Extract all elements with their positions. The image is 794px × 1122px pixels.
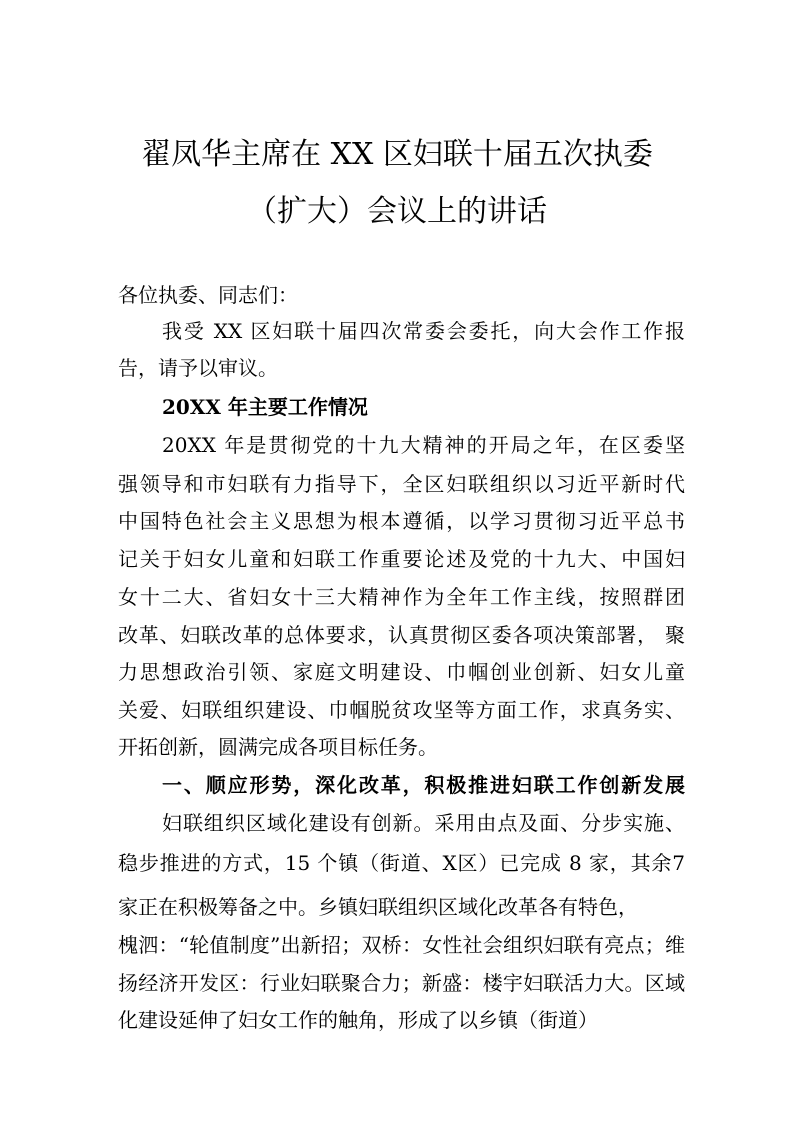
intro-line: 我受 XX 区妇联十届四次常委会委托，向大会作工作报 [162, 319, 685, 343]
paragraph-line: 强领导和市妇联有力指导下，全区妇联组织以习近平新时代 [118, 472, 685, 496]
paragraph-line: 开拓创新，圆满完成各项目标任务。 [118, 735, 438, 759]
paragraph-line: 中国特色社会主义思想为根本遵循，以学习贯彻习近平总书 [118, 509, 685, 533]
paragraph-line: 稳步推进的方式，15 个镇（街道、X区）已完成 8 家，其余7 [118, 851, 685, 875]
paragraph-line: 力思想政治引领、家庭文明建设、巾帼创业创新、妇女儿童 [118, 660, 685, 684]
paragraph-line: 记关于妇女儿童和妇联工作重要论述及党的十九大、中国妇 [118, 547, 685, 571]
paragraph-line: 扬经济开发区：行业妇联聚合力；新盛：楼宇妇联活力大。区域 [118, 971, 685, 995]
paragraph-line: 女十二大、省妇女十三大精神作为全年工作主线，按照群团 [118, 585, 685, 609]
section-heading: 20XX 年主要工作情况 [162, 395, 368, 419]
paragraph-line: 家正在积极筹备之中。乡镇妇联组织区域化改革各有特色， [118, 895, 638, 919]
salutation: 各位执委、同志们： [118, 283, 298, 307]
paragraph-line: 改革、妇联改革的总体要求，认真贯彻区委各项决策部署， 聚 [118, 623, 685, 647]
paragraph-line: 关爱、妇联组织建设、巾帼脱贫攻坚等方面工作，求真务实、 [118, 698, 685, 722]
document-title-line1: 翟凤华主席在 XX 区妇联十届五次执委 [141, 137, 653, 172]
document-title-line2: （扩大）会议上的讲话 [247, 194, 547, 229]
intro-line: 告，请予以审议。 [118, 356, 278, 380]
paragraph-line: 化建设延伸了妇女工作的触角，形成了以乡镇（街道） [118, 1008, 598, 1032]
paragraph-line: 槐泗：“轮值制度”出新招；双桥：女性社会组织妇联有亮点；维 [118, 933, 685, 957]
paragraph-line: 20XX 年是贯彻党的十九大精神的开局之年，在区委坚 [162, 433, 685, 457]
part1-heading: 一、顺应形势，深化改革，积极推进妇联工作创新发展 [162, 773, 685, 797]
paragraph-line: 妇联组织区域化建设有创新。采用由点及面、分步实施、 [162, 811, 685, 835]
